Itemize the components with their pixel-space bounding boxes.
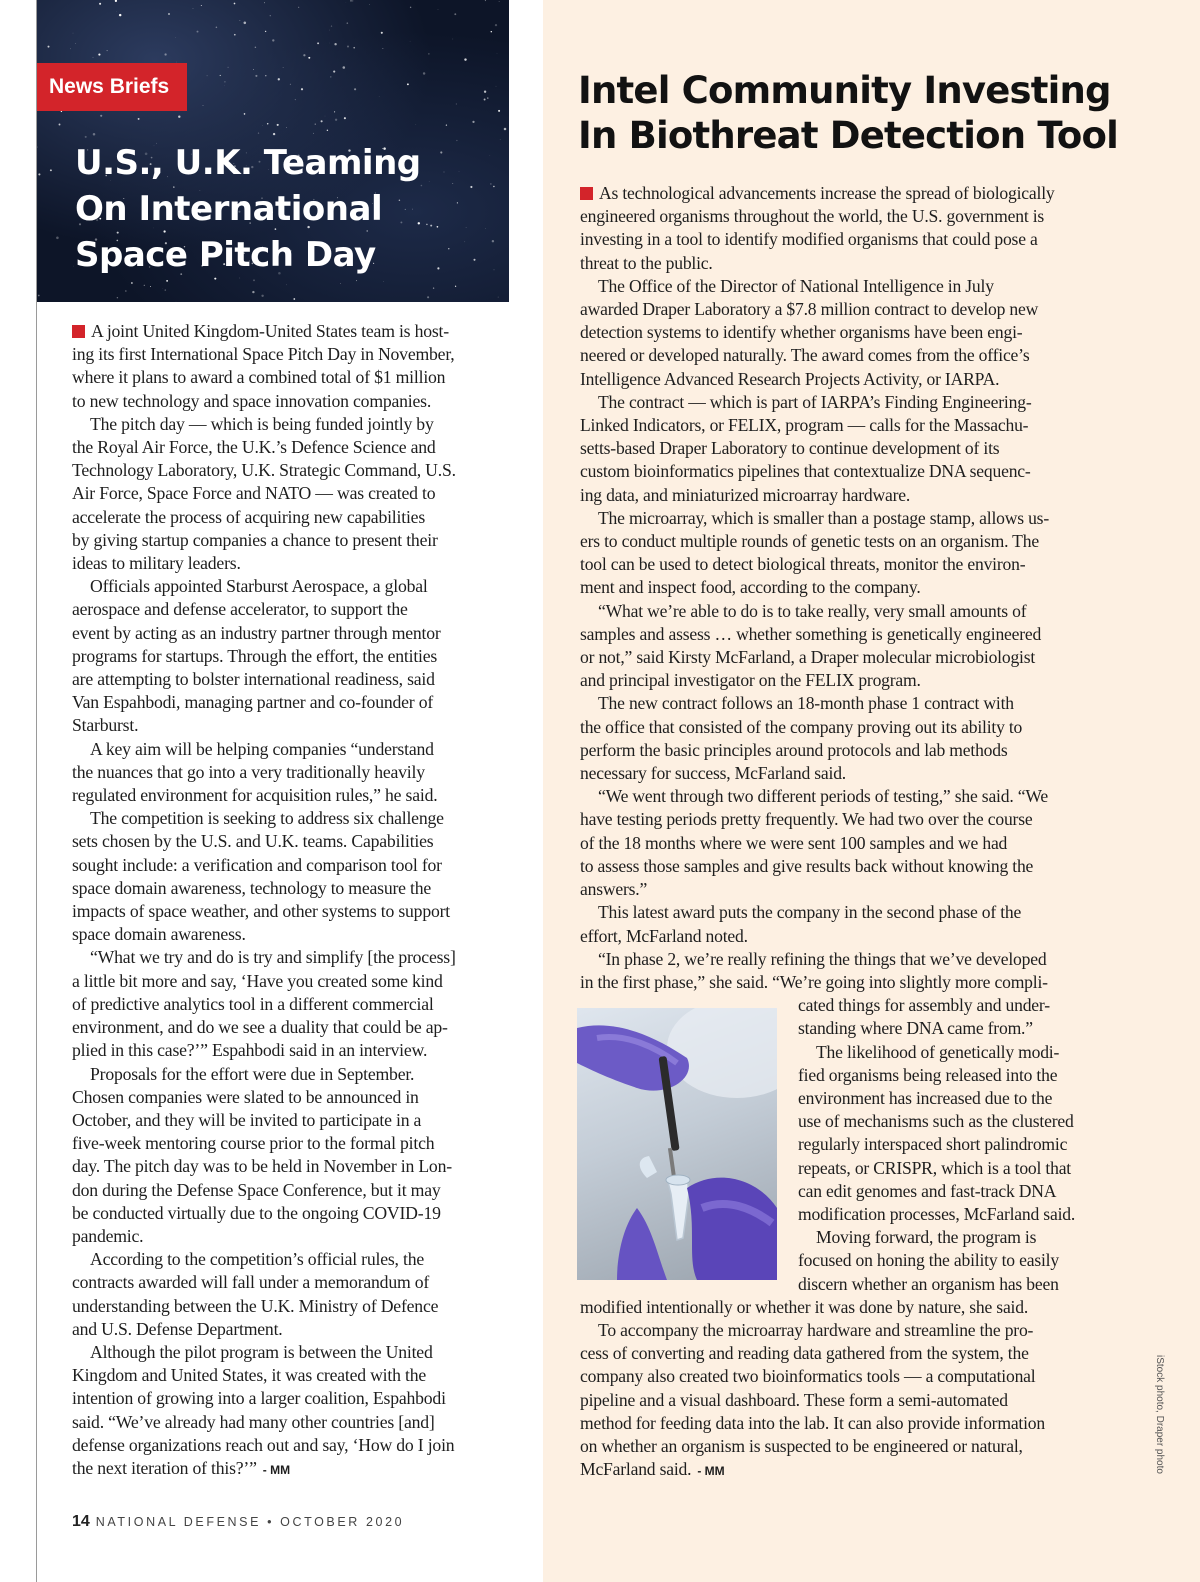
star	[50, 169, 52, 171]
star	[227, 67, 228, 68]
right-line: The new contract follows an 18-month phase 1 contract with	[598, 693, 1014, 714]
right-line: As technological advancements increase the spread of biologically	[599, 183, 1055, 203]
publication-line: NATIONAL DEFENSE • OCTOBER 2020	[95, 1515, 405, 1529]
right-line: Intelligence Advanced Research Projects Activity, or IARPA.	[580, 368, 1000, 389]
right-wrapped-line: repeats, or CRISPR, which is a tool that	[798, 1157, 1071, 1178]
right-line: detection systems to identify whether organisms have been engi-	[580, 322, 1023, 343]
left-line: sought include: a verification and comparison tool for	[72, 854, 442, 875]
star	[329, 30, 330, 31]
star	[295, 99, 296, 100]
star	[70, 49, 71, 50]
left-article-body	[72, 320, 512, 1482]
right-title-line: In Biothreat Detection Tool	[578, 114, 1118, 157]
star	[56, 237, 59, 240]
star	[454, 13, 456, 15]
left-line: According to the competition’s official rules, the	[90, 1249, 424, 1270]
right-wrapped-line: environment has increased due to the	[798, 1087, 1053, 1108]
left-line: Starburst.	[72, 715, 139, 736]
star	[330, 76, 331, 77]
left-line: Although the pilot program is between the United	[90, 1341, 433, 1362]
star	[340, 283, 341, 284]
star	[244, 22, 247, 25]
star	[277, 124, 279, 126]
star	[85, 136, 87, 138]
star	[446, 124, 447, 125]
right-line: ing data, and miniaturized microarray hardware.	[580, 484, 911, 505]
star	[484, 91, 486, 93]
right-line: The microarray, which is smaller than a postage stamp, allows us-	[598, 507, 1049, 528]
star	[166, 280, 168, 282]
left-line: Officials appointed Starburst Aerospace, a global	[90, 576, 428, 597]
star	[290, 84, 291, 85]
star	[321, 120, 323, 122]
left-line: event by acting as an industry partner through mentor	[72, 622, 441, 643]
star	[253, 69, 254, 70]
star	[178, 116, 180, 118]
left-line: are attempting to bolster international readiness, said	[72, 669, 435, 690]
star	[352, 0, 353, 1]
star	[369, 4, 370, 5]
left-line: sets chosen by the U.S. and U.K. teams. Capabilities	[72, 831, 434, 852]
right-line: setts-based Draper Laboratory to continue development of its	[580, 438, 1000, 459]
right-line: “What we’re able to do is to take really, very small amounts of	[598, 600, 1027, 621]
star	[504, 128, 507, 131]
star	[484, 99, 486, 101]
star	[427, 296, 429, 298]
left-line: aerospace and defense accelerator, to support the	[72, 599, 408, 620]
left-line: to new technology and space innovation companies.	[72, 390, 432, 411]
right-paragraph	[580, 507, 1120, 600]
right-wrapped-line: discern whether an organism has been	[798, 1273, 1059, 1294]
left-article-title	[75, 140, 495, 278]
star	[224, 81, 226, 83]
star	[416, 124, 417, 125]
star	[331, 25, 332, 26]
left-line: programs for startups. Through the effort, the entities	[72, 645, 438, 666]
star	[433, 287, 434, 288]
star	[293, 298, 295, 300]
left-line: of predictive analytics tool in a different commercial	[72, 993, 434, 1014]
left-paragraph	[72, 807, 512, 946]
right-line: of the 18 months where we were sent 100 samples and we had	[580, 832, 1008, 853]
right-line: on whether an organism is suspected to be engineered or natural,	[580, 1435, 1023, 1456]
star	[347, 22, 349, 24]
left-line: October, and they will be invited to participate in a	[72, 1109, 422, 1130]
right-line: This latest award puts the company in the second phase of the	[598, 902, 1022, 923]
right-wrapped-line: fied organisms being released into the	[798, 1064, 1058, 1085]
star	[353, 47, 355, 49]
left-line: where it plans to award a combined total of $1 million	[72, 367, 446, 388]
left-line: Technology Laboratory, U.K. Strategic Command, U.S.	[72, 460, 456, 481]
star	[343, 66, 346, 69]
right-line: perform the basic principles around protocols and lab methods	[580, 739, 1008, 760]
right-line: and principal investigator on the FELIX program.	[580, 670, 921, 691]
right-wrapped-line: use of mechanisms such as the clustered	[798, 1111, 1074, 1132]
star	[131, 282, 133, 284]
star	[59, 124, 61, 126]
left-line: the nuances that go into a very traditionally heavily	[72, 761, 425, 782]
right-line: to assess those samples and give results back without knowing the	[580, 855, 1034, 876]
right-line: samples and assess … whether something is genetically engineered	[580, 623, 1042, 644]
news-briefs-tag: News Briefs	[37, 63, 187, 111]
left-line: Kingdom and United States, it was created with the	[72, 1365, 426, 1386]
star	[317, 42, 319, 44]
star	[334, 43, 336, 45]
star	[265, 75, 266, 76]
star	[73, 33, 74, 34]
right-wrapped-line: modification processes, McFarland said.	[798, 1203, 1076, 1224]
right-line: engineered organisms throughout the world, the U.S. government is	[580, 206, 1045, 227]
star	[272, 39, 274, 41]
star	[116, 11, 117, 12]
right-paragraph	[580, 182, 1120, 275]
right-line: ment and inspect food, according to the company.	[580, 577, 921, 598]
left-paragraph	[72, 575, 512, 737]
left-line: be conducted virtually due to the ongoing COVID-19	[72, 1202, 441, 1223]
star	[38, 295, 40, 297]
star	[75, 43, 76, 44]
star	[354, 88, 356, 90]
star	[333, 71, 335, 73]
star	[344, 117, 346, 119]
right-line: pipeline and a visual dashboard. These form a semi-automated	[580, 1389, 1008, 1410]
left-line: plied in this case?’” Espahbodi said in an interview.	[72, 1040, 428, 1061]
left-line: space domain awareness.	[72, 924, 246, 945]
star	[313, 133, 314, 134]
left-line: the next iteration of this?’”	[72, 1457, 257, 1478]
right-paragraph	[580, 275, 1120, 391]
right-wrapped-line: cated things for assembly and under-	[798, 995, 1050, 1016]
left-line: pandemic.	[72, 1225, 144, 1246]
right-paragraph	[580, 785, 1120, 901]
right-line: cess of converting and reading data gathered from the system, the	[580, 1343, 1029, 1364]
right-line: tool can be used to detect biological threats, monitor the environ-	[580, 554, 1026, 575]
right-article-body	[580, 182, 1120, 1483]
left-line: understanding between the U.K. Ministry of Defence	[72, 1295, 439, 1316]
star	[491, 31, 492, 32]
right-line: neered or developed naturally. The award comes from the office’s	[580, 345, 1030, 366]
right-line: The Office of the Director of National Intelligence in July	[598, 275, 994, 296]
star	[303, 54, 305, 56]
left-line: defense organizations reach out and say, ‘How do I join	[72, 1434, 455, 1455]
star	[428, 53, 429, 54]
right-line: To accompany the microarray hardware and streamline the pro-	[598, 1319, 1034, 1340]
left-line: A key aim will be helping companies “understand	[90, 738, 434, 759]
star	[455, 286, 456, 287]
right-line: ers to conduct multiple rounds of genetic tests on an organism. The	[580, 531, 1039, 552]
right-line: method for feeding data into the lab. It can also provide information	[580, 1412, 1045, 1433]
star	[92, 57, 93, 58]
star	[168, 13, 170, 15]
right-line: investing in a tool to identify modified organisms that could pose a	[580, 229, 1038, 250]
left-line: by giving startup companies a chance to present their	[72, 529, 438, 550]
left-line: five-week mentoring course prior to the formal pitch	[72, 1133, 435, 1154]
left-line: regulated environment for acquisition rules,” he said.	[72, 785, 438, 806]
star	[315, 124, 316, 125]
right-line: The contract — which is part of IARPA’s Finding Engineering-	[598, 391, 1032, 412]
star	[464, 58, 466, 60]
star	[37, 146, 38, 147]
right-line: Linked Indicators, or FELIX, program — calls for the Massachu-	[580, 415, 1029, 436]
left-line: accelerate the process of acquiring new capabilities	[72, 506, 425, 527]
star	[410, 7, 411, 8]
star	[273, 133, 275, 135]
star	[125, 291, 126, 292]
star	[335, 119, 337, 121]
left-paragraph	[72, 1248, 512, 1341]
star	[150, 286, 151, 287]
gloved-hands-pipette-tube-icon	[577, 1008, 777, 1280]
right-line: in the first phase,” she said. “We’re going into slightly more compli-	[580, 971, 1048, 992]
right-line: effort, McFarland noted.	[580, 925, 748, 946]
left-line: Proposals for the effort were due in September.	[90, 1063, 415, 1084]
star	[201, 5, 202, 6]
left-line: The competition is seeking to address six challenge	[90, 808, 444, 829]
star	[286, 285, 287, 286]
star	[175, 37, 176, 38]
right-line: have testing periods pretty frequently. We had two over the course	[580, 809, 1033, 830]
left-line: a little bit more and say, ‘Have you created some kind	[72, 970, 443, 991]
right-wrapped-line: standing where DNA came from.”	[798, 1018, 1033, 1039]
right-line: or not,” said Kirsty McFarland, a Draper molecular microbiologist	[580, 647, 1036, 668]
star	[93, 133, 96, 136]
right-line: “In phase 2, we’re really refining the things that we’ve developed	[598, 948, 1047, 969]
star	[38, 173, 40, 175]
left-line: day. The pitch day was to be held in November in Lon-	[72, 1156, 452, 1177]
star	[383, 48, 384, 49]
left-title-line: On International	[75, 189, 383, 229]
star	[252, 291, 254, 293]
left-paragraph	[72, 320, 512, 413]
star	[498, 297, 499, 298]
left-title-line: U.S., U.K. Teaming	[75, 143, 421, 183]
star	[497, 53, 498, 54]
photo-credit: iStock photo, Draper photo	[1154, 1355, 1165, 1474]
left-line: The pitch day — which is being funded jointly by	[90, 413, 434, 434]
left-line: the Royal Air Force, the U.K.’s Defence Science and	[72, 437, 436, 458]
star	[100, 115, 102, 117]
star	[48, 46, 50, 48]
left-title-line: Space Pitch Day	[75, 235, 376, 275]
star	[308, 57, 310, 59]
right-line: “We went through two different periods of testing,” she said. “We	[598, 786, 1048, 807]
star	[410, 41, 411, 42]
right-author-signature: - MM	[697, 1464, 725, 1479]
star	[165, 289, 166, 290]
right-title-line: Intel Community Investing	[578, 69, 1111, 112]
right-line: necessary for success, McFarland said.	[580, 763, 846, 784]
star	[107, 50, 108, 51]
star	[255, 47, 256, 48]
star	[495, 24, 497, 26]
star	[487, 97, 488, 98]
left-line: intention of growing into a larger coalition, Espahbodi	[72, 1388, 446, 1409]
left-line: Van Espahbodi, managing partner and co-founder of	[72, 692, 434, 713]
left-paragraph	[72, 1063, 512, 1249]
right-wrapped-line: focused on honing the ability to easily	[798, 1250, 1059, 1271]
star	[258, 132, 259, 133]
star	[98, 54, 100, 56]
star	[144, 285, 145, 286]
left-line: A joint United Kingdom-United States team is host-	[91, 321, 449, 341]
right-wrapped-line: Moving forward, the program is	[816, 1227, 1037, 1248]
star	[327, 130, 328, 131]
star	[164, 53, 166, 55]
star	[301, 88, 303, 90]
red-square-bullet-icon	[580, 187, 593, 200]
lab-photo	[577, 1008, 777, 1280]
left-line: Air Force, Space Force and NATO — was created to	[72, 483, 436, 504]
star	[244, 113, 246, 115]
star	[423, 72, 425, 74]
star	[234, 34, 236, 36]
star	[381, 32, 383, 34]
right-wrapped-line: regularly interspaced short palindromic	[798, 1134, 1068, 1155]
star	[267, 123, 268, 124]
star	[498, 110, 500, 112]
star	[270, 15, 271, 16]
star	[253, 279, 255, 281]
left-line: and U.S. Defense Department.	[72, 1318, 283, 1339]
star	[334, 111, 335, 112]
star	[265, 31, 266, 32]
left-line: don during the Defense Space Conference, but it may	[72, 1179, 441, 1200]
star	[347, 46, 349, 48]
right-paragraph	[580, 901, 1120, 947]
right-line: the office that consisted of the company proving out its ability to	[580, 716, 1023, 737]
star	[220, 75, 221, 76]
star	[356, 280, 357, 281]
red-square-bullet-icon	[72, 325, 85, 338]
right-paragraph	[580, 600, 1120, 693]
right-line: custom bioinformatics pipelines that contextualize DNA sequenc-	[580, 461, 1031, 482]
star	[119, 14, 121, 16]
right-paragraph	[580, 391, 1120, 507]
left-line: ideas to military leaders.	[72, 553, 241, 574]
left-line: said. “We’ve already had many other countries [and]	[72, 1411, 435, 1432]
star	[325, 116, 326, 117]
left-line: space domain awareness, technology to measure the	[72, 877, 432, 898]
star	[255, 75, 257, 77]
right-line: awarded Draper Laboratory a $7.8 million contract to develop new	[580, 299, 1039, 320]
star	[472, 121, 474, 123]
star	[193, 8, 194, 9]
left-line: environment, and do we see a duality that could be ap-	[72, 1017, 448, 1038]
star	[456, 104, 457, 105]
right-paragraph	[580, 1319, 1120, 1483]
page-footer	[72, 1513, 404, 1531]
star	[452, 39, 453, 40]
star	[138, 118, 140, 120]
left-author-signature: - MM	[262, 1462, 291, 1477]
right-wrapped-line: The likelihood of genetically modi-	[816, 1041, 1060, 1062]
star	[73, 266, 74, 267]
star	[207, 75, 208, 76]
star	[407, 83, 409, 85]
star	[496, 86, 497, 87]
star	[298, 7, 299, 8]
left-line: ing its first International Space Pitch Day in November,	[72, 344, 455, 365]
right-line: McFarland said.	[580, 1459, 692, 1480]
right-wrapped-line: can edit genomes and fast-track DNA	[798, 1180, 1057, 1201]
star	[350, 0, 351, 1]
star	[286, 127, 287, 128]
left-line: contracts awarded will fall under a memorandum of	[72, 1272, 430, 1293]
page-number: 14	[72, 1513, 90, 1530]
star	[261, 295, 263, 297]
right-line: company also created two bioinformatics tools — a computational	[580, 1366, 1036, 1387]
star	[499, 1, 500, 2]
star	[234, 3, 236, 5]
right-line: answers.”	[580, 879, 648, 900]
right-paragraph	[580, 692, 1120, 785]
left-line: impacts of space weather, and other systems to support	[72, 901, 451, 922]
right-line: threat to the public.	[580, 252, 713, 273]
right-article-title	[578, 68, 1178, 158]
left-paragraph	[72, 413, 512, 575]
left-paragraph	[72, 1341, 512, 1482]
left-line: “What we try and do is try and simplify [the process]	[90, 947, 456, 968]
star	[264, 2, 265, 3]
star	[115, 0, 117, 2]
star	[216, 27, 218, 29]
star	[283, 67, 284, 68]
left-line: Chosen companies were slated to be announced in	[72, 1086, 419, 1107]
star	[203, 105, 204, 106]
left-paragraph	[72, 946, 512, 1062]
left-paragraph	[72, 738, 512, 808]
star	[278, 78, 280, 80]
star	[99, 3, 101, 5]
star	[197, 31, 199, 33]
star	[117, 297, 118, 298]
right-line: modified intentionally or whether it was done by nature, she said.	[580, 1296, 1029, 1317]
star	[240, 20, 241, 21]
star	[485, 0, 486, 1]
